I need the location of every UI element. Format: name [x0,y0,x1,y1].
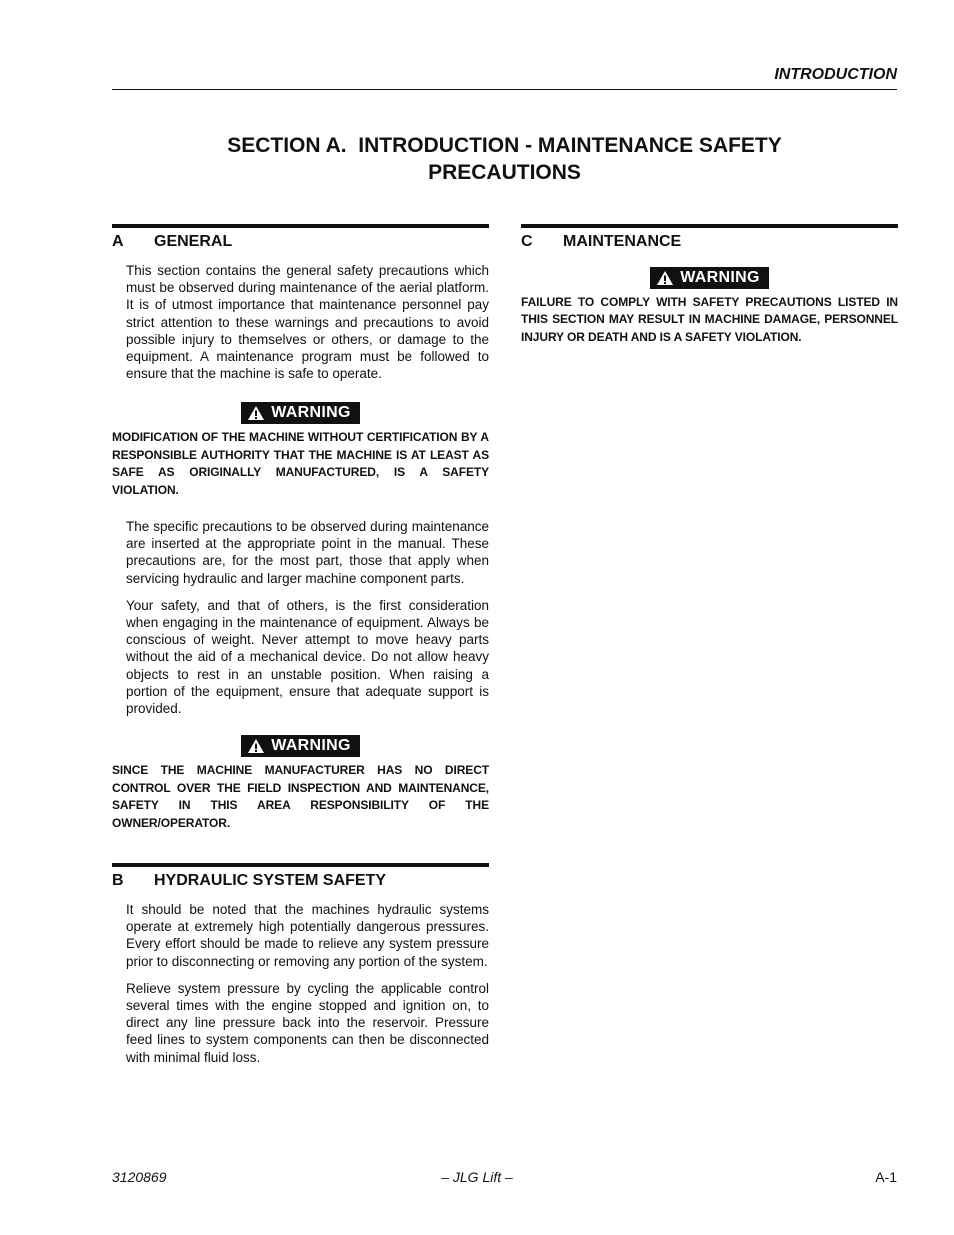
section-a-rule [112,224,489,228]
section-b-para1: It should be noted that the machines hydraulic systems operate at extremely high potentially dangerous pressures. Every effort should be made to relieve any system pressure prior to disconnecting or removing any portion of the system. [126,901,489,969]
section-a-para2: The specific precautions to be observed during maintenance are inserted at the appropriate point in the manual. These precautions are, for the most part, those that apply when servicing hydraulic and larger machine component parts. [126,519,489,586]
section-b-heading [112,870,489,892]
section-b-title: HYDRAULIC SYSTEM SAFETY [154,871,387,889]
section-a-letter: A [112,233,124,250]
warning-box-3 [521,267,898,291]
warning-label: WARNING [271,737,351,755]
warning-text-3: FAILURE TO COMPLY WITH SAFETY PRECAUTIONS LISTED IN THIS SECTION MAY RESULT IN MACHINE DAMAGE, PERSONNEL INJURY OR DEATH AND IS A SAFETY VIOLATION. [521,295,898,344]
section-a-title: GENERAL [154,233,233,250]
warning-badge [241,735,359,757]
warning-triangle-icon [656,270,674,286]
footer-page-number: A-1 [875,1169,897,1185]
right-column [521,224,898,346]
section-title-line2: PRECAUTIONS [428,161,581,184]
warning-box-2 [112,735,489,759]
warning-triangle-icon [247,405,265,421]
section-c-heading [521,231,898,253]
section-b-para2: Relieve system pressure by cycling the applicable control several times with the engine stopped and ignition on, to direct any line pressure back into the reservoir. Pressure feed lines to system components can then be disconnected with minimal fluid loss. [126,980,489,1065]
warning-label: WARNING [271,404,351,422]
section-c-title: MAINTENANCE [563,233,682,250]
left-column [112,224,489,1075]
section-title [112,132,897,186]
warning-label: WARNING [680,269,760,286]
section-a-para1: This section contains the general safety precautions which must be observed during maintenance of the aerial platform. It is of utmost importance that maintenance personnel pay strict attention to these warnings and precautions to avoid possible injury to themselves or others, or damage to the equipment. A maintenance program must be followed to ensure that the machine is safe to operate. [126,263,489,382]
section-title-line1: SECTION A. INTRODUCTION - MAINTENANCE SAFETY [227,134,782,157]
section-c-letter: C [521,233,533,250]
section-a-heading [112,231,489,253]
warning-badge [650,267,768,289]
header-rule [112,89,897,90]
section-c-rule [521,224,898,228]
warning-box-1 [112,402,489,426]
section-b-rule [112,863,489,867]
section-b-letter: B [112,871,124,889]
section-a-para3: Your safety, and that of others, is the first consideration when engaging in the maintenance of equipment. Always be conscious of weight. Never attempt to move heavy parts without the aid of a mechanical device. Do not allow heavy objects to rest in an unstable position. When raising a portion of the equipment, ensure that adequate support is provided. [126,597,489,717]
warning-text-1: MODIFICATION OF THE MACHINE WITHOUT CERTIFICATION BY A RESPONSIBLE AUTHORITY THAT THE MACHINE IS AT LEAST AS SAFE AS ORIGINALLY MANUFACTURED, IS A SAFETY VIOLATION. [112,430,489,497]
footer-doc-number: 3120869 [112,1169,167,1185]
footer-brand: – JLG Lift – [441,1169,513,1185]
warning-triangle-icon [247,738,265,754]
warning-badge [241,402,359,424]
warning-text-2: SINCE THE MACHINE MANUFACTURER HAS NO DIRECT CONTROL OVER THE FIELD INSPECTION AND MAINTENANCE, SAFETY IN THIS AREA RESPONSIBILITY OF THE OWNER/OPERATOR. [112,763,489,830]
running-header: INTRODUCTION [774,66,897,83]
